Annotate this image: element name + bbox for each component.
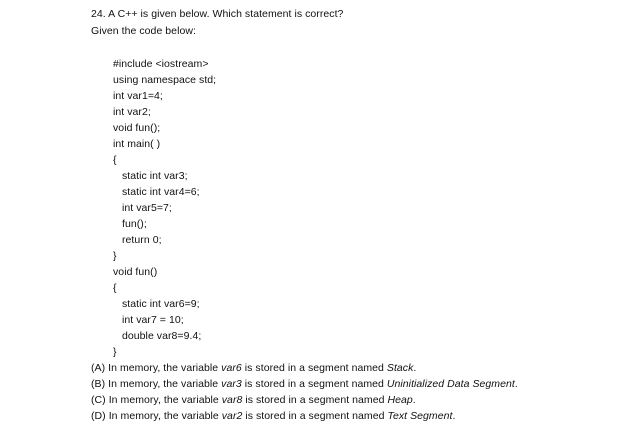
code-line: static int var3; [122, 170, 188, 182]
code-line: double var8=9.4; [122, 330, 202, 342]
option-text: (C) In memory, the variable [91, 394, 222, 406]
option-variable: var2 [221, 410, 243, 422]
code-line: int var1=4; [113, 90, 163, 102]
code-line: return 0; [122, 234, 162, 246]
code-line: int var2; [113, 106, 151, 118]
option-segment: Stack [386, 362, 414, 374]
option-variable: var6 [221, 362, 242, 374]
code-line: } [113, 250, 117, 262]
option-variable: var8 [221, 394, 243, 406]
option-segment: Heap [387, 394, 413, 406]
code-line: int var7 = 10; [122, 314, 184, 326]
option-b[interactable] [91, 378, 518, 391]
option-text: . [452, 410, 456, 422]
code-line: #include <iostream> [113, 58, 209, 70]
code-line: fun(); [122, 218, 147, 230]
option-text: is stored in a segment named [242, 410, 388, 422]
option-text: . [514, 378, 518, 390]
code-line: void fun(); [113, 122, 161, 134]
code-line: void fun() [113, 266, 158, 278]
code-line: static int var6=9; [122, 298, 200, 310]
option-c[interactable] [91, 394, 416, 407]
option-segment: Text Segment [387, 410, 453, 422]
option-text: (D) In memory, the variable [91, 410, 222, 422]
code-line: int var5=7; [122, 202, 172, 214]
question-subtitle: Given the code below: [91, 25, 196, 37]
code-line: static int var4=6; [122, 186, 200, 198]
option-variable: var3 [221, 378, 242, 390]
option-d[interactable] [91, 410, 455, 423]
code-line: using namespace std; [113, 74, 217, 86]
code-line: { [113, 282, 117, 294]
option-text: is stored in a segment named [242, 394, 388, 406]
option-text: is stored in a segment named [241, 378, 387, 390]
option-text: . [413, 362, 417, 374]
question-title: 24. A C++ is given below. Which statement is correct? [91, 8, 344, 20]
code-line: int main( ) [113, 138, 161, 150]
option-text: . [412, 394, 416, 406]
code-line: { [113, 154, 117, 166]
option-segment: Uninitialized Data Segment [386, 378, 515, 390]
option-text: (A) In memory, the variable [91, 362, 222, 374]
option-text: is stored in a segment named [241, 362, 387, 374]
option-a[interactable] [91, 362, 416, 375]
code-line: } [113, 346, 117, 358]
option-text: (B) In memory, the variable [91, 378, 222, 390]
